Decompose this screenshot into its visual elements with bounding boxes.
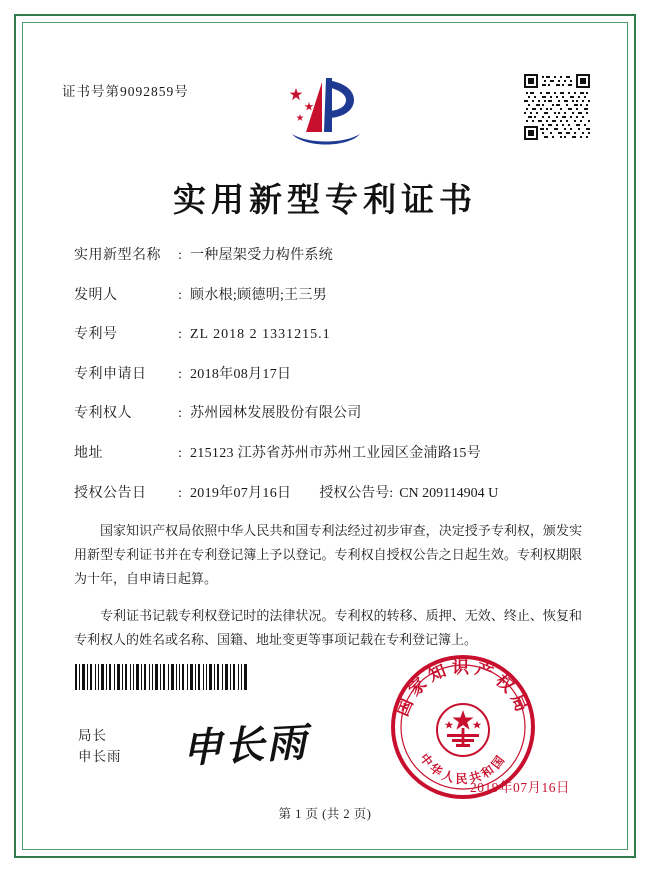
seal-date: 2019年07月16日 [470, 780, 570, 795]
field-colon: : [178, 406, 182, 422]
field-colon: : [178, 248, 182, 263]
field-value: 顾水根;顾德明;王三男 [190, 287, 328, 303]
certificate-number: 证书号第9092859号 [62, 84, 189, 99]
legal-text [74, 506, 582, 654]
qr-code-icon [524, 74, 590, 140]
field-label: 专利申请日 [74, 366, 147, 382]
field-row-patentee [74, 404, 586, 424]
field-row-application-date [74, 365, 586, 385]
field-value: 2018年08月17日 [190, 366, 292, 382]
field-colon: : [178, 287, 182, 303]
field-label: 地址 [74, 445, 103, 461]
certificate-content [34, 34, 616, 838]
field-label: 专利号 [74, 327, 118, 343]
field-colon: : [178, 366, 182, 382]
legal-paragraph: 国家知识产权局依照中华人民共和国专利法经过初步审查，决定授予专利权，颁发实用新型专利证书并在专利登记簿上予以登记。专利权自授权公告之日起生效。专利权期限为十年，自申请日起算。 [74, 523, 582, 587]
field-row-inventor [74, 286, 586, 306]
svg-text:国家知识产权局: 国家知识产权局 [392, 658, 534, 720]
field-value: ZL 2018 2 1331215.1 [190, 327, 331, 343]
field-value: 苏州园林发展股份有限公司 [190, 406, 362, 422]
field-value: 一种屋架受力构件系统 [190, 248, 333, 263]
field-label: 授权公告日 [74, 485, 147, 501]
field-label: 专利权人 [74, 406, 132, 422]
field-colon: : [178, 327, 182, 343]
page-title: 实用新型专利证书 [173, 180, 477, 219]
cnipa-logo-icon [270, 72, 380, 154]
page-footer: 第 1 页 (共 2 页) [278, 807, 372, 821]
field-colon: : [178, 485, 182, 501]
field-row-grant-announcement [74, 484, 586, 504]
field-colon: : [178, 445, 182, 461]
director-title-label: 局长 [78, 728, 107, 743]
svg-text:中华人民共和国: 中华人民共和国 [417, 751, 509, 786]
field-value: 215123 江苏省苏州市苏州工业园区金浦路15号 [190, 445, 481, 461]
field-label: 发明人 [74, 287, 118, 303]
field-value-secondary: CN 209114904 U [399, 485, 499, 501]
legal-paragraph: 专利证书记载专利权登记时的法律状况。专利权的转移、质押、无效、终止、恢复和专利权人的姓名或名称、国籍、地址变更等事项记载在专利登记簿上。 [74, 608, 582, 648]
field-list [74, 246, 586, 523]
field-label-secondary: 授权公告号: [319, 485, 394, 501]
director-name-label: 申长雨 [78, 748, 122, 764]
field-row-address [74, 444, 586, 464]
signature-block [78, 726, 122, 768]
handwritten-signature: 申长雨 [181, 718, 310, 773]
field-value: 2019年07月16日 [190, 485, 292, 501]
field-label: 实用新型名称 [74, 248, 161, 263]
barcode-icon [74, 664, 249, 690]
field-row-utility-model-name [74, 246, 586, 266]
field-row-patent-number [74, 325, 586, 345]
